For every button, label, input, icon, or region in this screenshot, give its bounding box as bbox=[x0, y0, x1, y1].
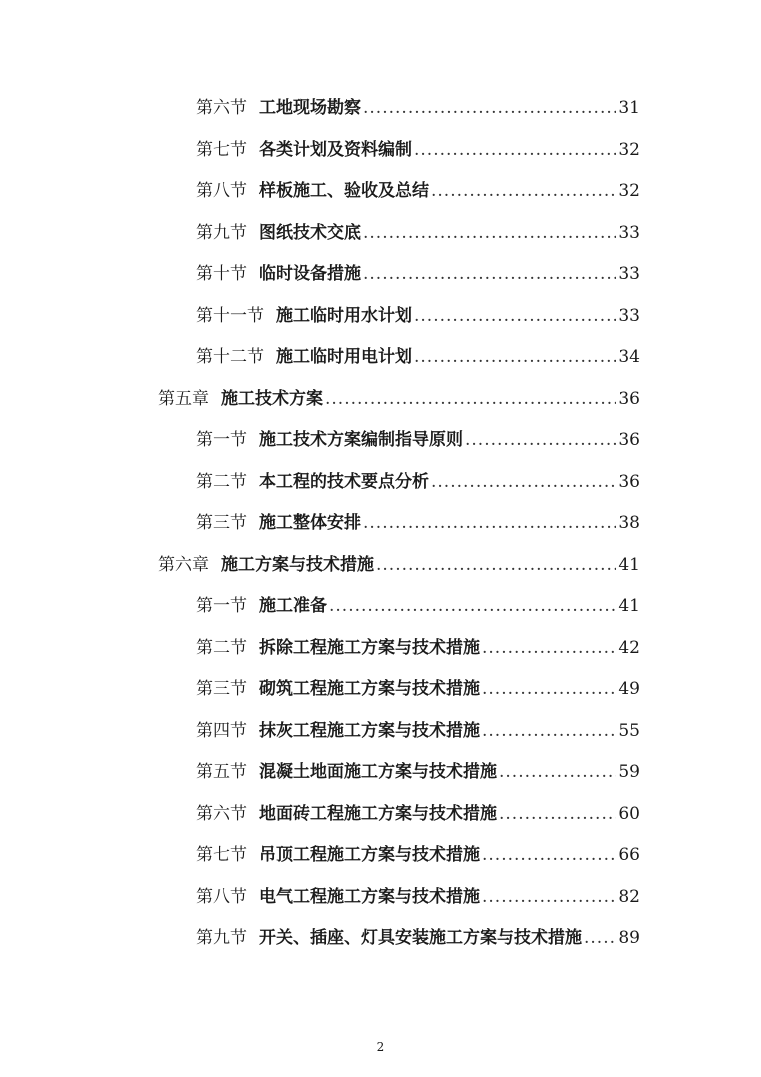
toc-entry-page: 36 bbox=[618, 430, 640, 450]
toc-dot-leader bbox=[363, 96, 616, 120]
toc-entry[interactable] bbox=[196, 636, 640, 660]
toc-entry-page: 55 bbox=[618, 721, 640, 741]
page-number: 2 bbox=[376, 1040, 385, 1054]
toc-entry-title: 各类计划及资料编制 bbox=[259, 140, 412, 160]
toc-entry-title: 样板施工、验收及总结 bbox=[259, 181, 429, 201]
toc-entry-number: 第九节 bbox=[196, 928, 247, 948]
toc-entry[interactable] bbox=[196, 511, 640, 535]
toc-entry[interactable] bbox=[196, 138, 640, 162]
toc-entry-number: 第十节 bbox=[196, 264, 247, 284]
toc-entry-number: 第一节 bbox=[196, 430, 247, 450]
toc-entry-title: 施工整体安排 bbox=[259, 513, 361, 533]
toc-entry[interactable] bbox=[196, 470, 640, 494]
toc-entry-page: 41 bbox=[618, 555, 640, 575]
toc-chapter-entry[interactable] bbox=[158, 387, 640, 411]
toc-dot-leader bbox=[431, 179, 616, 203]
toc-entry-number: 第七节 bbox=[196, 845, 247, 865]
toc-entry[interactable] bbox=[196, 594, 640, 618]
toc-dot-leader bbox=[465, 428, 616, 452]
toc-entry-number: 第六节 bbox=[196, 804, 247, 824]
toc-entry-number: 第八节 bbox=[196, 181, 247, 201]
toc-dot-leader bbox=[363, 221, 616, 245]
toc-dot-leader bbox=[584, 926, 616, 950]
toc-entry-page: 38 bbox=[618, 513, 640, 533]
toc-entry-page: 32 bbox=[618, 140, 640, 160]
toc-entry-title: 抹灰工程施工方案与技术措施 bbox=[259, 721, 480, 741]
toc-dot-leader bbox=[414, 304, 616, 328]
toc-dot-leader bbox=[363, 262, 616, 286]
toc-entry-number: 第九节 bbox=[196, 223, 247, 243]
toc-dot-leader bbox=[363, 511, 616, 535]
toc-entry-page: 82 bbox=[618, 887, 640, 907]
toc-entry-title: 砌筑工程施工方案与技术措施 bbox=[259, 679, 480, 699]
toc-entry-number: 第五章 bbox=[158, 389, 209, 409]
toc-entry-number: 第三节 bbox=[196, 513, 247, 533]
toc-entry-title: 本工程的技术要点分析 bbox=[259, 472, 429, 492]
toc-entry[interactable] bbox=[196, 719, 640, 743]
toc-entry-number: 第二节 bbox=[196, 472, 247, 492]
toc-entry-title: 施工技术方案 bbox=[221, 389, 323, 409]
toc-dot-leader bbox=[499, 802, 616, 826]
toc-entry-page: 31 bbox=[618, 98, 640, 118]
toc-entry-number: 第八节 bbox=[196, 887, 247, 907]
toc-entry-title: 拆除工程施工方案与技术措施 bbox=[259, 638, 480, 658]
toc-entry-number: 第七节 bbox=[196, 140, 247, 160]
toc-entry[interactable] bbox=[196, 843, 640, 867]
toc-entry-number: 第二节 bbox=[196, 638, 247, 658]
toc-entry-page: 42 bbox=[618, 638, 640, 658]
toc-entry-number: 第三节 bbox=[196, 679, 247, 699]
toc-entry-number: 第六章 bbox=[158, 555, 209, 575]
toc-entry-title: 工地现场勘察 bbox=[259, 98, 361, 118]
toc-dot-leader bbox=[482, 885, 616, 909]
toc-entry-title: 混凝土地面施工方案与技术措施 bbox=[259, 762, 497, 782]
toc-entry-page: 59 bbox=[618, 762, 640, 782]
toc-entry[interactable] bbox=[196, 885, 640, 909]
toc-entry-number: 第十一节 bbox=[196, 306, 264, 326]
toc-entry[interactable] bbox=[196, 428, 640, 452]
toc-dot-leader bbox=[376, 553, 616, 577]
toc-entry-number: 第十二节 bbox=[196, 347, 264, 367]
toc-entry-page: 33 bbox=[618, 306, 640, 326]
toc-dot-leader bbox=[482, 677, 616, 701]
toc-entry-page: 66 bbox=[618, 845, 640, 865]
toc-entry-number: 第一节 bbox=[196, 596, 247, 616]
toc-chapter-entry[interactable] bbox=[158, 553, 640, 577]
toc-entry-number: 第五节 bbox=[196, 762, 247, 782]
toc-entry[interactable] bbox=[196, 262, 640, 286]
toc-dot-leader bbox=[431, 470, 616, 494]
toc-entry[interactable] bbox=[196, 221, 640, 245]
toc-entry[interactable] bbox=[196, 345, 640, 369]
toc-dot-leader bbox=[414, 345, 616, 369]
toc-entry[interactable] bbox=[196, 304, 640, 328]
toc-dot-leader bbox=[482, 843, 616, 867]
toc-entry[interactable] bbox=[196, 760, 640, 784]
toc-entry-page: 60 bbox=[618, 804, 640, 824]
toc-dot-leader bbox=[482, 636, 616, 660]
toc-entry[interactable] bbox=[196, 802, 640, 826]
toc-entry-title: 临时设备措施 bbox=[259, 264, 361, 284]
toc-entry[interactable] bbox=[196, 677, 640, 701]
toc-entry-page: 49 bbox=[618, 679, 640, 699]
toc-dot-leader bbox=[414, 138, 616, 162]
toc-entry-title: 电气工程施工方案与技术措施 bbox=[259, 887, 480, 907]
toc-entry-number: 第四节 bbox=[196, 721, 247, 741]
toc-entry-title: 施工方案与技术措施 bbox=[221, 555, 374, 575]
toc-dot-leader bbox=[482, 719, 616, 743]
toc-entry-title: 吊顶工程施工方案与技术措施 bbox=[259, 845, 480, 865]
toc-entry-title: 施工技术方案编制指导原则 bbox=[259, 430, 463, 450]
toc-entry-page: 36 bbox=[618, 389, 640, 409]
toc-entry[interactable] bbox=[196, 179, 640, 203]
toc-entry-title: 图纸技术交底 bbox=[259, 223, 361, 243]
toc-entry-page: 33 bbox=[618, 264, 640, 284]
toc-entry-title: 地面砖工程施工方案与技术措施 bbox=[259, 804, 497, 824]
toc-dot-leader bbox=[325, 387, 616, 411]
toc-entry-page: 36 bbox=[618, 472, 640, 492]
toc-entry-page: 89 bbox=[618, 928, 640, 948]
toc-entry-title: 开关、插座、灯具安装施工方案与技术措施 bbox=[259, 928, 582, 948]
toc-dot-leader bbox=[329, 594, 616, 618]
toc-entry[interactable] bbox=[196, 926, 640, 950]
toc-dot-leader bbox=[499, 760, 616, 784]
toc-entry-title: 施工临时用电计划 bbox=[276, 347, 412, 367]
toc-entry-page: 32 bbox=[618, 181, 640, 201]
toc-entry-number: 第六节 bbox=[196, 98, 247, 118]
toc-entry-page: 33 bbox=[618, 223, 640, 243]
toc-entry-title: 施工准备 bbox=[259, 596, 327, 616]
toc-entry-page: 34 bbox=[618, 347, 640, 367]
toc-entry-title: 施工临时用水计划 bbox=[276, 306, 412, 326]
toc-entry-page: 41 bbox=[618, 596, 640, 616]
toc-entry[interactable] bbox=[196, 96, 640, 120]
